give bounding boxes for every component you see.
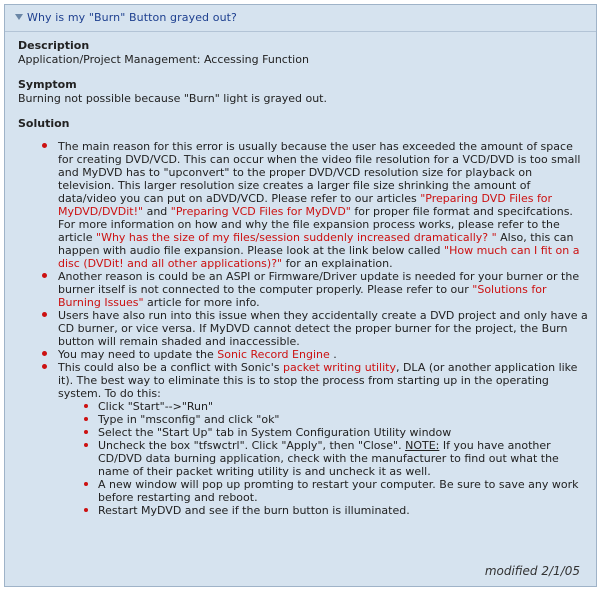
note-label: NOTE: xyxy=(405,439,440,452)
link-sonic-record-engine[interactable]: Sonic Record Engine xyxy=(217,348,330,361)
solution-item-1-text: and xyxy=(143,205,171,218)
solution-item-1-text: for an explaination. xyxy=(282,257,393,270)
solution-item-2-text: article for more info. xyxy=(143,296,260,309)
solution-item-1-text: The main reason for this error is usually because the user has exceeded the amount of space for creating DVD/VCD. This can occur when the video file resolution for a VCD/DVD is too small and MyDVD has to "upconvert" to the proper DVD/VCD resolution size for playback on television. This larger resolution size creates a larger file size shrinking the amount of data/video you can put on aDVD/VCD. Please refer to our articles xyxy=(58,140,581,205)
solution-item-4 xyxy=(58,348,588,361)
solution-item-3-text: Users have also run into this issue when they accidentally create a DVD project and only have a CD burner, or vice versa. If MyDVD cannot detect the proper burner for the project, the Burn button will remain shaded and inaccessible. xyxy=(58,309,588,348)
step-item-text: Uncheck the box "tfswctrl". Click "Apply", then "Close". xyxy=(98,439,406,452)
link-packet-writing-utility[interactable]: packet writing utility xyxy=(282,361,396,374)
symptom-heading: Symptom xyxy=(18,78,77,91)
solution-item-3 xyxy=(58,309,588,348)
expand-triangle-icon[interactable] xyxy=(15,14,23,20)
step-item: A new window will pop up promting to restart your computer. Be sure to save any work before restarting and reboot. xyxy=(98,478,588,504)
step-item-text: If you have another CD/DVD data burning application, check with the manufacturer to find out what the name of their packet writing utility is and uncheck it as well. xyxy=(98,439,559,478)
solution-item-1 xyxy=(58,140,588,270)
link-file-size-increased[interactable]: "Why has the size of my files/session suddenly increased dramatically? " xyxy=(96,231,497,244)
step-item: Type in "msconfig" and click "ok" xyxy=(98,413,588,426)
modified-date: modified 2/1/05 xyxy=(484,564,580,578)
solution-item-5-text: , DLA (or another application like it). The best way to eliminate this is to stop the process from starting up in the operating system. To do this: xyxy=(58,361,578,400)
link-preparing-vcd-files[interactable]: "Preparing VCD Files for MyDVD" xyxy=(170,205,351,218)
solution-item-5-text: This could also be a conflict with Sonic's xyxy=(58,361,283,374)
link-solutions-burning-issues[interactable]: "Solutions for Burning Issues" xyxy=(58,283,547,309)
step-item: Restart MyDVD and see if the burn button is illuminated. xyxy=(98,504,588,517)
solution-heading: Solution xyxy=(18,117,70,130)
faq-title[interactable]: Why is my "Burn" Button grayed out? xyxy=(27,11,237,24)
faq-header[interactable] xyxy=(5,5,596,32)
faq-panel xyxy=(4,4,597,587)
solution-item-2-text: Another reason is could be an ASPI or Firmware/Driver update is needed for your burner or the burner itself is not connected to the computer properly. Please refer to our xyxy=(58,270,580,296)
solution-item-1-text: Also, this can happen with audio file expansion. Please look at the link below called xyxy=(58,231,574,257)
link-how-much-fit-disc[interactable]: "How much can I fit on a disc (DVDit! and all other applications)?" xyxy=(58,244,580,270)
steps-list xyxy=(58,400,588,517)
step-item: Click "Start"-->"Run" xyxy=(98,400,588,413)
description-text: Application/Project Management: Accessing Function xyxy=(18,53,309,66)
solution-list xyxy=(18,140,588,517)
link-preparing-dvd-files[interactable]: "Preparing DVD Files for MyDVD/DVDit!" xyxy=(58,192,553,218)
solution-item-5 xyxy=(58,361,588,517)
solution-item-2 xyxy=(58,270,588,309)
symptom-text: Burning not possible because "Burn" light is grayed out. xyxy=(18,92,327,105)
step-item xyxy=(98,439,588,478)
solution-item-1-text: for proper file format and specifcations. For more information on how and why the file expansion process works, please refer to the article xyxy=(58,205,573,244)
description-heading: Description xyxy=(18,39,90,52)
solution-item-4-text: . xyxy=(329,348,337,361)
step-item: Select the "Start Up" tab in System Configuration Utility window xyxy=(98,426,588,439)
faq-content xyxy=(18,39,588,517)
solution-item-4-text: You may need to update the xyxy=(58,348,218,361)
